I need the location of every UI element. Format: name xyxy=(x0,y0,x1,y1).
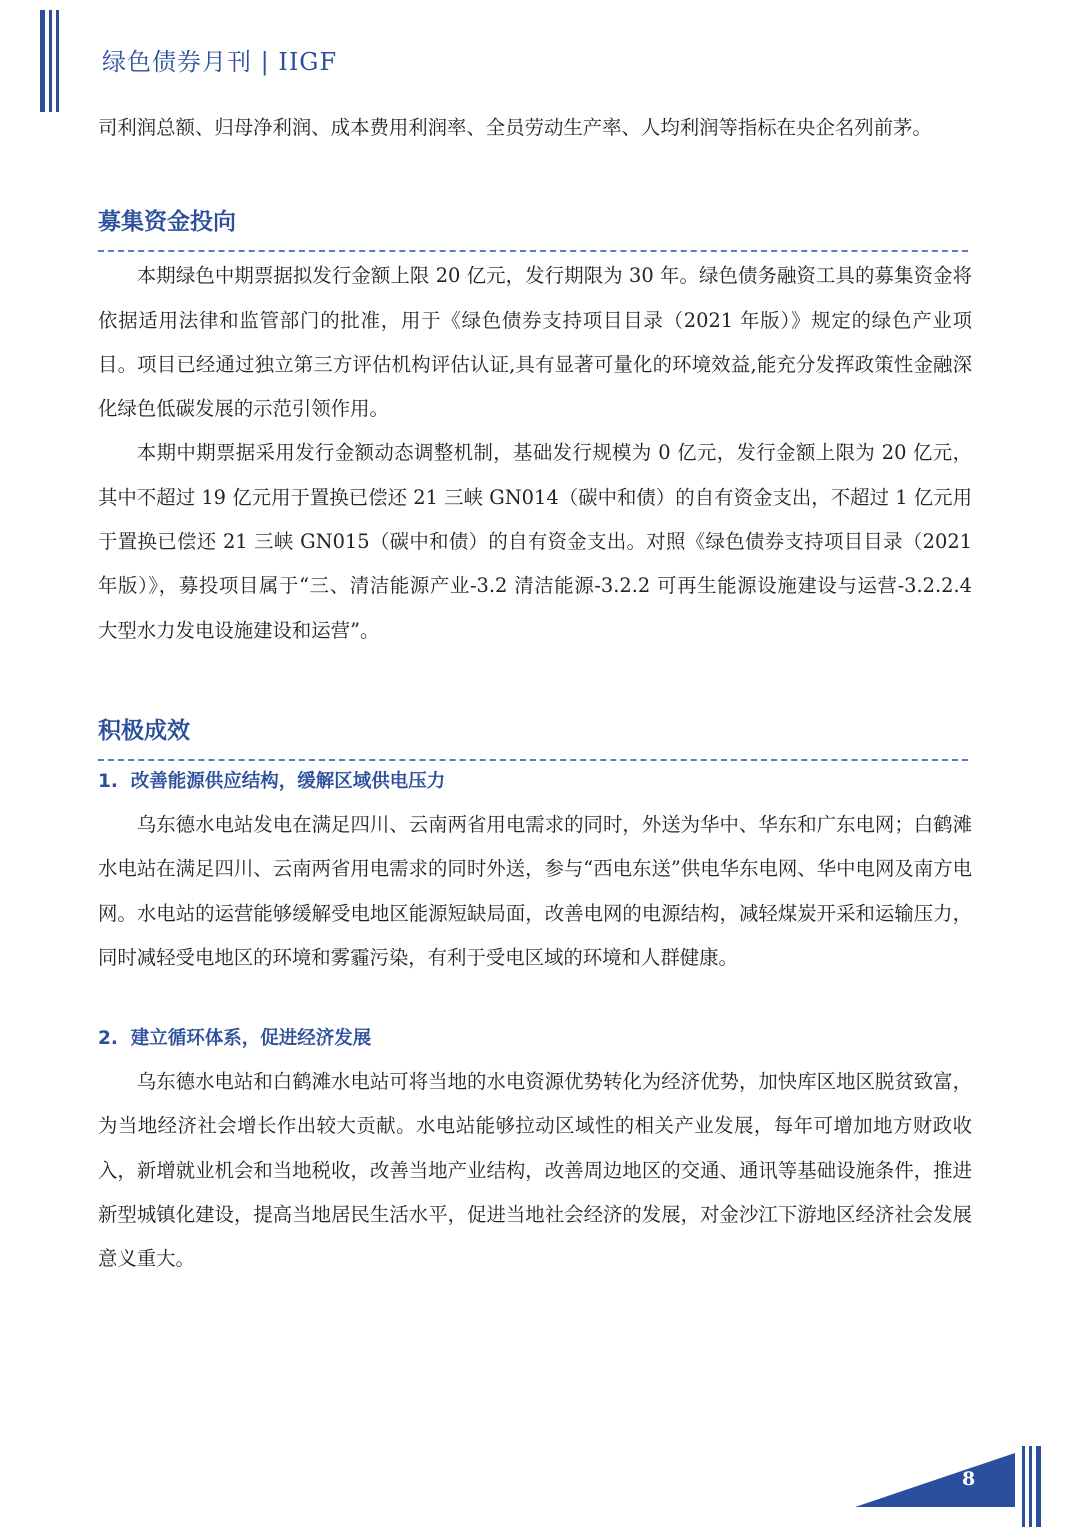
subsection-paragraph-2: 乌东德水电站和白鹤滩水电站可将当地的水电资源优势转化为经济优势，加快库区地区脱贫致富，为当地经济社会增长作出较大贡献。水电站能够拉动区域性的相关产业发展，每年可增加地方财政收入，新增就业机会和当地税收，改善当地产业结构，改善周边地区的交通、通讯等基础设施条件，推进新型城镇化建设，提高当地居民生活水平，促进当地社会经济的发展，对金沙江下游地区经济社会发展意义重大。 xyxy=(98,1070,972,1271)
section-title-positive-effects: 积极成效 xyxy=(98,717,190,744)
subsection-heading-2: 2. 建立循环体系，促进经济发展 xyxy=(98,1028,372,1050)
header-title: 绿色债券月刊 | IIGF xyxy=(102,48,338,76)
subsection-heading-1: 1. 改善能源供应结构，缓解区域供电压力 xyxy=(98,770,446,792)
section-title-fund-use: 募集资金投向 xyxy=(98,209,236,236)
page-number: 8 xyxy=(962,1468,976,1490)
header-bars-decoration xyxy=(40,10,64,112)
fund-use-paragraph-1: 本期绿色中期票据拟发行金额上限 20 亿元，发行期限为 30 年。绿色债务融资工具的募集资金将依据适用法律和监管部门的批准，用于《绿色债券支持项目目录（2021 年版）》规定的绿色产业项目。项目已经通过独立第三方评估机构评估认证,具有显著可量化的环境效益,能充分发挥政策性金融深化绿色低碳发展的示范引领作用。 xyxy=(98,264,972,421)
footer-bars-decoration xyxy=(1022,1446,1048,1527)
footer-triangle-decoration xyxy=(855,1453,1015,1507)
page-content xyxy=(98,106,972,1282)
intro-paragraph: 司利润总额、归母净利润、成本费用利润率、全员劳动生产率、人均利润等指标在央企名列前茅。 xyxy=(98,116,932,139)
fund-use-paragraph-2: 本期中期票据采用发行金额动态调整机制，基础发行规模为 0 亿元，发行金额上限为 20 亿元，其中不超过 19 亿元用于置换已偿还 21 三峡 GN014（碳中和债）的自有资金支出，不超过 1 亿元用于置换已偿还 21 三峡 GN015（碳中和债）的自有资金支出。对照《绿色债券支持项目目录（2021 年版）》，募投项目属于“三、清洁能源产业-3.2 清洁能源-3.2.2 可再生能源设施建设与运营-3.2.2.4 大型水力发电设施建设和运营”。 xyxy=(98,441,972,642)
subsection-paragraph-1: 乌东德水电站发电在满足四川、云南两省用电需求的同时，外送为华中、华东和广东电网；白鹤滩水电站在满足四川、云南两省用电需求的同时外送，参与“西电东送”供电华东电网、华中电网及南方电网。水电站的运营能够缓解受电地区能源短缺局面，改善电网的电源结构，减轻煤炭开采和运输压力，同时减轻受电地区的环境和雾霾污染，有利于受电区域的环境和人群健康。 xyxy=(98,812,972,969)
